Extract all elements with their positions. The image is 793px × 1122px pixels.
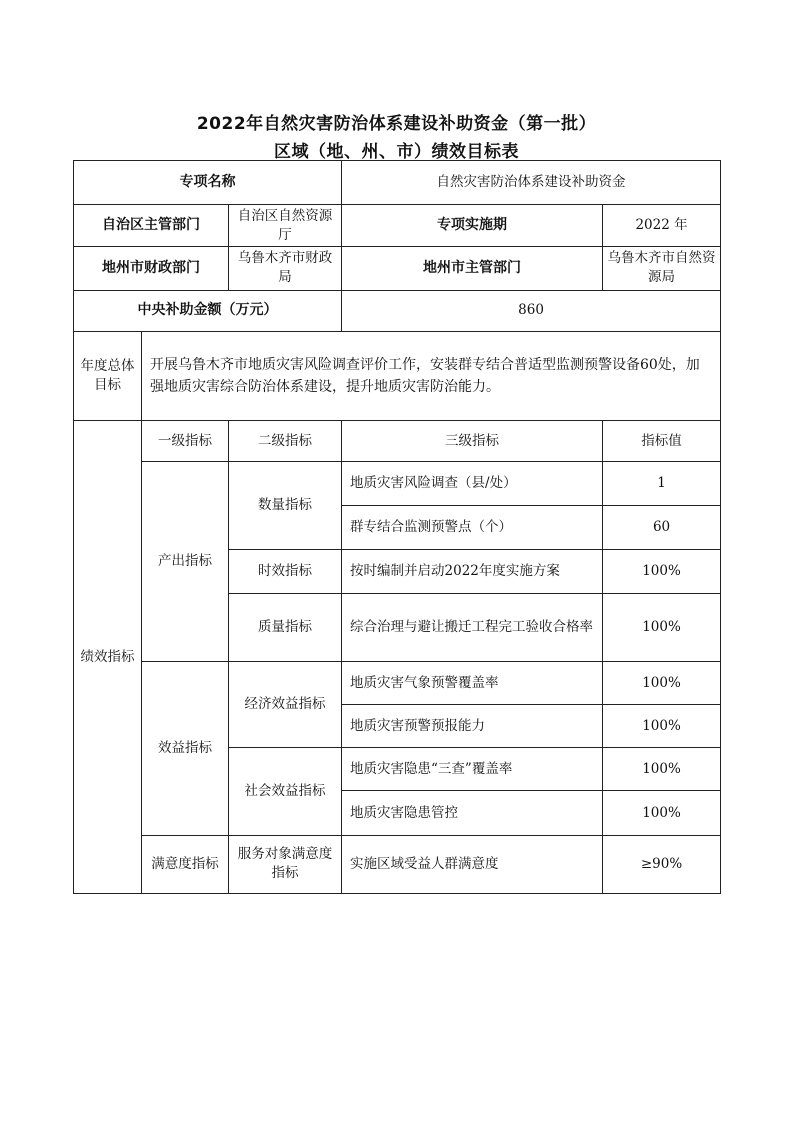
table-row: 按时编制并启动2022年度实施方案 [342,549,603,593]
service-satisfaction-label: 服务对象满意度指标 [229,835,342,893]
row-value: 100% [603,791,721,835]
goal-value: 开展乌鲁木齐市地质灾害风险调查评价工作，安装群专结合普适型监测预警设备60处，加强地质灾害综合防治体系建设，提升地质灾害防治能力。 [142,331,721,420]
table-row: 地质灾害预警预报能力 [342,705,603,748]
row-value: 60 [603,506,721,549]
document-subtitle: 区域（地、州、市）绩效目标表 [274,142,519,162]
col-header-level2: 二级指标 [229,421,342,462]
finance-dept-label: 地州市财政部门 [74,247,229,290]
satisfaction-indicator-label: 满意度指标 [142,835,229,893]
row-value: 1 [603,462,721,506]
col-header-value: 指标值 [603,421,721,462]
quantity-indicator-label: 数量指标 [229,462,342,549]
project-name-value: 自然灾害防治体系建设补助资金 [342,161,721,205]
city-dept-value: 乌鲁木齐市自然资源局 [603,247,721,290]
document-title: 2022年自然灾害防治体系建设补助资金（第一批） [196,114,597,134]
period-value: 2022 年 [603,205,721,247]
row-value: 100% [603,705,721,748]
col-header-level1: 一级指标 [142,421,229,462]
amount-value: 860 [342,290,721,331]
indicators-section-label: 绩效指标 [74,421,142,894]
row-value: ≥90% [603,835,721,893]
city-dept-label: 地州市主管部门 [342,247,603,290]
region-dept-value: 自治区自然资源厅 [229,205,342,247]
row-value: 100% [603,593,721,661]
benefit-indicator-label: 效益指标 [142,661,229,835]
col-header-level3: 三级指标 [342,421,603,462]
period-label: 专项实施期 [342,205,603,247]
row-value: 100% [603,549,721,593]
goal-label: 年度总体目标 [74,331,142,420]
quality-indicator-label: 质量指标 [229,593,342,661]
table-row: 群专结合监测预警点（个） [342,506,603,549]
economic-indicator-label: 经济效益指标 [229,661,342,747]
row-value: 100% [603,661,721,704]
region-dept-label: 自治区主管部门 [74,205,229,247]
performance-target-table [73,160,721,894]
social-indicator-label: 社会效益指标 [229,748,342,835]
finance-dept-value: 乌鲁木齐市财政局 [229,247,342,290]
table-row: 地质灾害风险调查（县/处） [342,462,603,506]
amount-label: 中央补助金额（万元） [74,290,342,331]
table-row: 实施区域受益人群满意度 [342,835,603,893]
output-indicator-label: 产出指标 [142,462,229,662]
table-row: 综合治理与避让搬迁工程完工验收合格率 [342,593,603,661]
project-name-label: 专项名称 [74,161,342,205]
table-row: 地质灾害气象预警覆盖率 [342,661,603,704]
row-value: 100% [603,748,721,791]
timeliness-indicator-label: 时效指标 [229,549,342,593]
table-row: 地质灾害隐患“三查”覆盖率 [342,748,603,791]
table-row: 地质灾害隐患管控 [342,791,603,835]
